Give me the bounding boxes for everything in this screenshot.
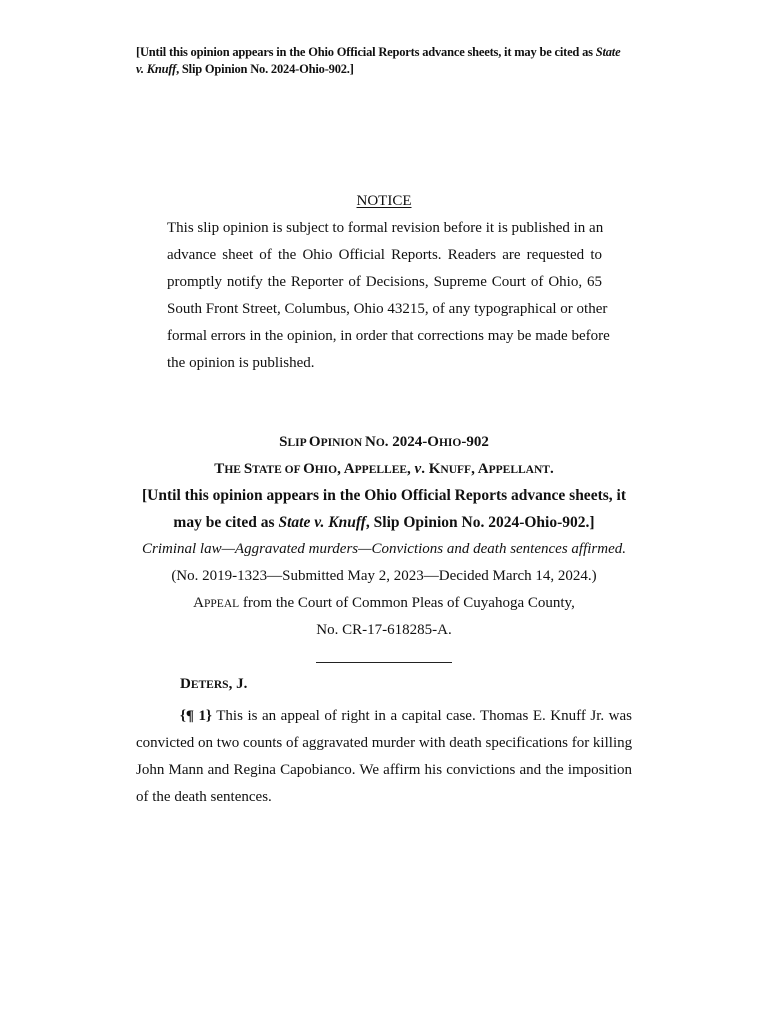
notice-line: This slip opinion is subject to formal revision before it is published in an: [167, 220, 604, 236]
notice-heading: NOTICE: [356, 193, 412, 209]
notice-line: advance sheet of the Ohio Official Reports. Readers are requested to: [167, 247, 602, 263]
opinion-line: convicted on two counts of aggravated murder with death specifications for killing: [136, 735, 633, 751]
citation-case-name-knuff: v. Knuff: [136, 62, 177, 76]
case-parties: THE STATE OF OHIO, APPELLEE, v. KNUFF, APPELLANT.: [214, 461, 554, 477]
notice-line: South Front Street, Columbus, Ohio 43215, of any typographical or other: [167, 301, 608, 317]
appeal-origin: APPEAL from the Court of Common Pleas of Cuyahoga County,: [193, 595, 575, 611]
docket-info: (No. 2019-1323—Submitted May 2, 2023—Decided March 14, 2024.): [171, 568, 597, 584]
citation-header-text: [Until this opinion appears in the Ohio Official Reports advance sheets, it may be cited as: [136, 45, 596, 59]
citation-case-name-state: State: [595, 45, 621, 59]
citation-instruction-line-1: [Until this opinion appears in the Ohio Official Reports advance sheets, it: [142, 487, 626, 504]
opinion-line: of the death sentences.: [136, 789, 272, 805]
paragraph-marker: {¶ 1}: [180, 708, 212, 724]
opinion-line: John Mann and Regina Capobianco. We affirm his convictions and the imposition: [136, 762, 632, 778]
citation-case-name: State v. Knuff: [278, 514, 366, 531]
citation-header: [136, 44, 636, 78]
notice-line: formal errors in the opinion, in order that corrections may be made before: [167, 328, 610, 344]
slip-opinion-number: SLIP OPINION NO. 2024-OHIO-902: [279, 434, 489, 450]
opinion-author: DETERS, J.: [180, 676, 248, 692]
lower-court-case-number: No. CR-17-618285-A.: [316, 622, 452, 638]
notice-body: [167, 215, 610, 377]
notice-line: promptly notify the Reporter of Decisions, Supreme Court of Ohio, 65: [167, 274, 602, 290]
citation-header-suffix: , Slip Opinion No. 2024-Ohio-902.]: [176, 62, 354, 76]
section-divider: [316, 662, 452, 663]
citation-instruction-line-2: may be cited as State v. Knuff, Slip Opinion No. 2024-Ohio-902.]: [173, 514, 595, 531]
opinion-line: {¶ 1} This is an appeal of right in a capital case. Thomas E. Knuff Jr. was: [180, 708, 632, 724]
syllabus-headnote: Criminal law—Aggravated murders—Convictions and death sentences affirmed.: [142, 541, 626, 557]
opinion-body: [136, 703, 632, 811]
notice-line: the opinion is published.: [167, 355, 315, 371]
